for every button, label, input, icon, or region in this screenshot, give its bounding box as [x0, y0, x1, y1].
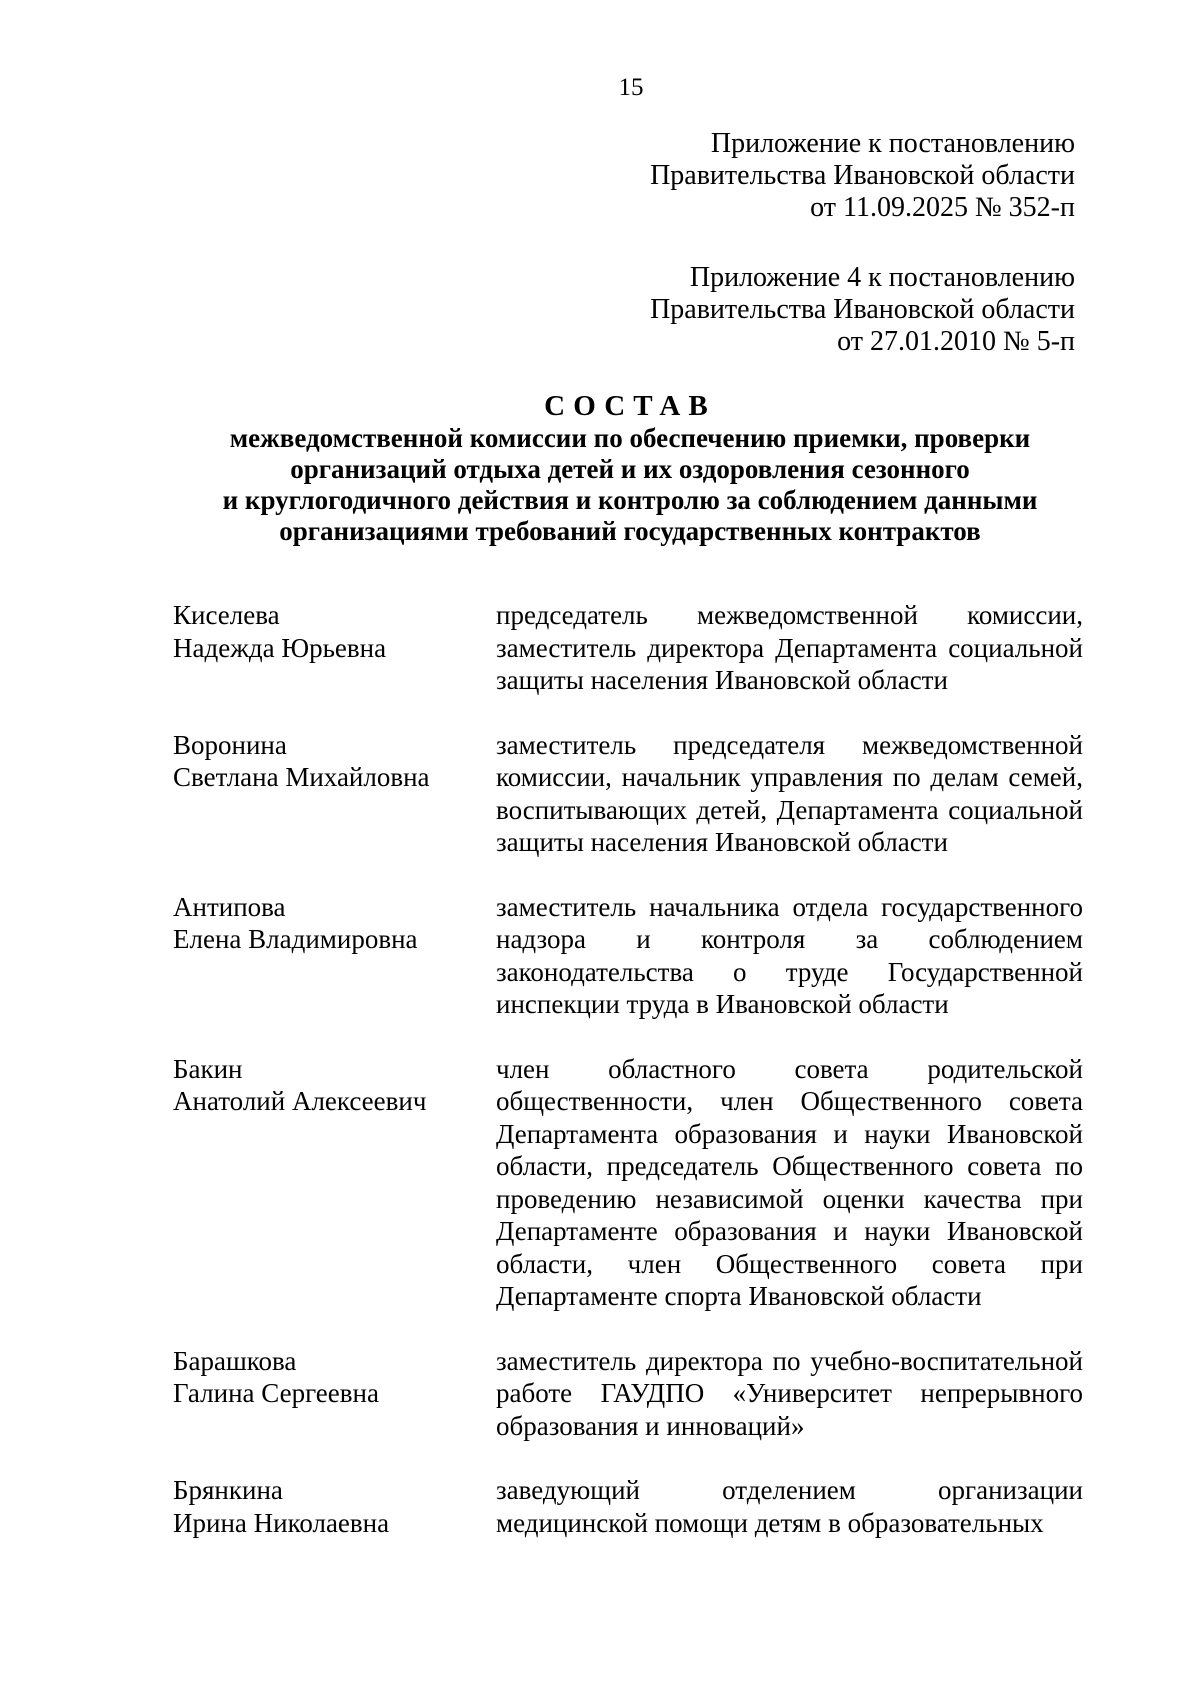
member-surname: Антипова [173, 891, 286, 922]
member-surname: Воронина [173, 729, 287, 760]
member-name [173, 599, 496, 697]
member-entry [173, 1474, 1083, 1539]
document-heading [140, 389, 1120, 547]
member-name [173, 1474, 496, 1539]
subtitle-line-4: организациями требований государственных контрактов [279, 516, 981, 546]
member-position: заместитель директора по учебно-воспитательной работе ГАУДПО «Университет непрерывного образования и инноваций» [496, 1345, 1083, 1441]
approval-current-line2: Правительства Ивановской области [650, 160, 1075, 191]
subtitle-line-3: и круглогодичного действия и контролю за соблюдением данными [222, 485, 1038, 515]
approval-block-original [650, 262, 1075, 358]
member-position: заместитель председателя межведомственной комиссии, начальник управления по делам семей, воспитывающих детей, Департамента социальной защиты населения Ивановской области [496, 729, 1083, 857]
member-entry [173, 599, 1083, 697]
member-position: председатель межведомственной комиссии, заместитель директора Департамента социальной защиты населения Ивановской области [496, 600, 1083, 695]
approval-block-current [650, 128, 1075, 224]
member-entry [173, 891, 1083, 1021]
subtitle-line-2: организаций отдыха детей и их оздоровления сезонного [290, 454, 970, 484]
member-name [173, 1345, 496, 1443]
member-surname: Бакин [173, 1053, 243, 1084]
member-given-names: Надежда Юрьевна [173, 632, 387, 663]
document-title: СОСТАВ [544, 390, 716, 422]
member-entry [173, 729, 1083, 859]
member-surname: Барашкова [173, 1345, 297, 1376]
member-given-names: Анатолий Алексеевич [173, 1086, 427, 1116]
approval-current-line3: от 11.09.2025 № 352-п [810, 192, 1075, 223]
member-given-names: Галина Сергеевна [173, 1378, 379, 1408]
member-given-names: Светлана Михайловна [173, 762, 430, 792]
member-given-names: Елена Владимировна [173, 924, 418, 954]
approval-original-line3: от 27.01.2010 № 5-п [837, 326, 1075, 357]
approval-original-line2: Правительства Ивановской области [650, 294, 1075, 325]
page-number: 15 [618, 74, 644, 101]
member-position: заместитель начальника отдела государственного надзора и контроля за соблюдением законодательства о труде Государственной инспекции труда в Ивановской области [496, 891, 1083, 1019]
member-surname: Киселева [173, 600, 280, 630]
member-given-names: Ирина Николаевна [173, 1507, 390, 1538]
member-name [173, 1053, 496, 1313]
member-entry [173, 1345, 1083, 1443]
member-surname: Брянкина [173, 1475, 283, 1505]
member-name [173, 729, 496, 859]
member-position: заведующий отделением организации медицинской помощи детям в образовательных [496, 1475, 1083, 1538]
member-name [173, 891, 496, 1021]
subtitle-line-1: межведомственной комиссии по обеспечению приемки, проверки [229, 423, 1031, 453]
commission-members-list [173, 599, 1083, 1571]
member-position: член областного совета родительской общественности, член Общественного совета Департамента образования и науки Ивановской области, председатель Общественного совета по проведению независимой оценки качества при Департаменте образования и науки Ивановской области, член Общественного совета при Департаменте спорта Ивановской области [496, 1053, 1083, 1311]
member-entry [173, 1053, 1083, 1313]
approval-current-line1: Приложение к постановлению [710, 128, 1075, 159]
approval-original-line1: Приложение 4 к постановлению [689, 262, 1075, 293]
